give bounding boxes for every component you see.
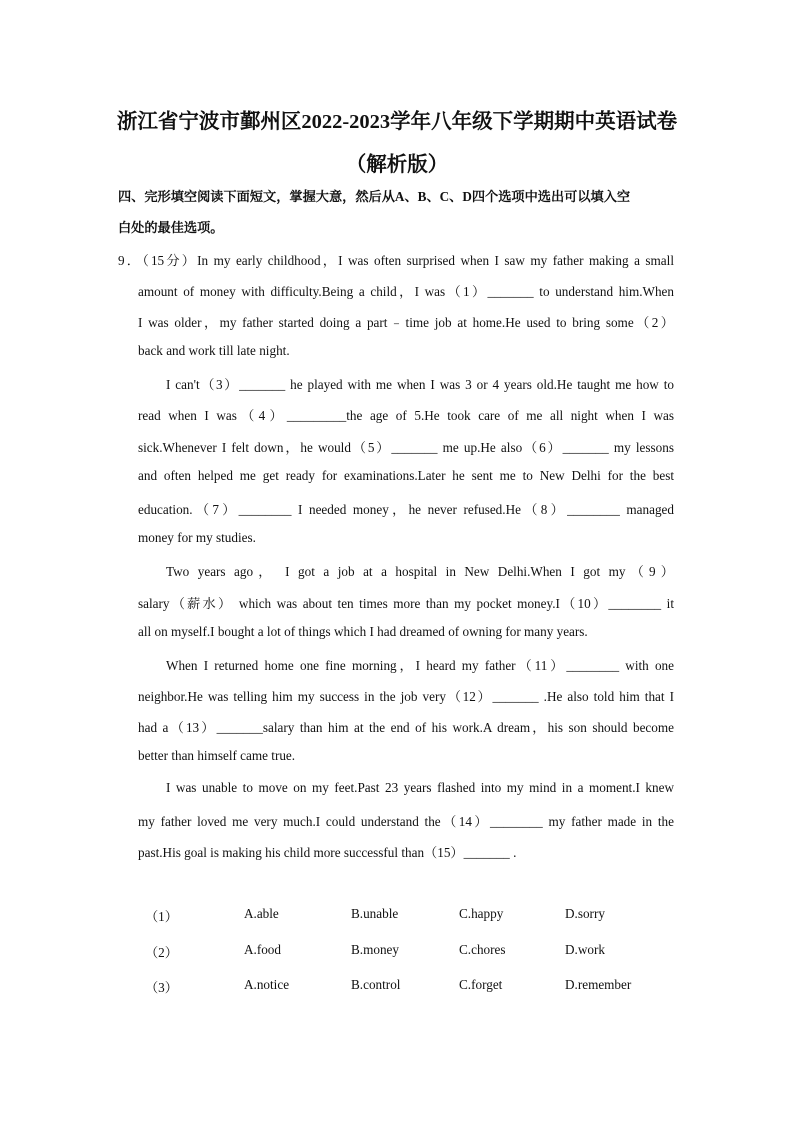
section-instruction: 四、完形填空阅读下面短文，掌握大意，然后从A、B、C、D四个选项中选出可以填入空	[118, 189, 631, 204]
section-instruction-cont: 白处的最佳选项。	[118, 220, 224, 235]
passage-line: neighbor.He was telling him my success in the job very（12）_______ .He also told him that I	[138, 689, 674, 704]
option-d[interactable]: D.work	[565, 942, 605, 957]
option-a[interactable]: A.notice	[244, 977, 290, 992]
option-d[interactable]: D.remember	[565, 977, 632, 992]
option-a[interactable]: A.able	[244, 906, 279, 921]
passage-line: sick.Whenever I felt down，he would（5）_______ me up.He also（6）_______ my lessons	[138, 440, 674, 455]
exam-subtitle: （解析版）	[345, 154, 449, 176]
passage-line: I can't（3）_______ he played with me when I was 3 or 4 years old.He taught me how to	[166, 377, 674, 392]
option-d[interactable]: D.sorry	[565, 906, 605, 921]
option-b[interactable]: B.control	[351, 977, 401, 992]
passage-line: better than himself came true.	[138, 748, 296, 763]
option-a[interactable]: A.food	[244, 942, 281, 957]
passage-line: my father loved me very much.I could understand the（14）________ my father made in the	[138, 814, 674, 829]
passage-line: When I returned home one fine morning，I heard my father（11）________ with one	[166, 658, 674, 673]
passage-line: back and work till late night.	[138, 343, 290, 358]
passage-line: I was older，my father started doing a part﹣time job at home.He used to bring some（2）	[138, 315, 674, 330]
question-number: （1）	[145, 909, 178, 924]
passage-line: 9．（15分）In my early childhood，I was often surprised when I saw my father making a small	[118, 253, 674, 268]
option-c[interactable]: C.chores	[459, 942, 506, 957]
passage-line: amount of money with difficulty.Being a child，I was（1）_______ to understand him.When	[138, 284, 674, 299]
passage-line: all on myself.I bought a lot of things which I had dreamed of owning for many years.	[138, 624, 588, 639]
passage-line: salary（薪水） which was about ten times more than my pocket money.I（10）________ it	[138, 596, 674, 611]
option-b[interactable]: B.unable	[351, 906, 399, 921]
option-row-2	[0, 942, 794, 960]
question-number: （2）	[145, 945, 178, 960]
passage-line: education.（7）________ I needed money，he never refused.He（8）________ managed	[138, 502, 674, 517]
exam-title: 浙江省宁波市鄞州区2022-2023学年八年级下学期期中英语试卷	[116, 111, 678, 133]
option-row-3	[0, 977, 794, 995]
passage-line: I was unable to move on my feet.Past 23 years flashed into my mind in a moment.I knew	[166, 780, 674, 795]
passage-line: money for my studies.	[138, 530, 256, 545]
passage-line: and often helped me get ready for examinations.Later he sent me to New Delhi for the best	[138, 468, 674, 483]
passage-line: Two years ago， I got a job at a hospital in New Delhi.When I got my（9）	[166, 564, 674, 579]
question-number: （3）	[145, 980, 178, 995]
option-c[interactable]: C.happy	[459, 906, 504, 921]
option-c[interactable]: C.forget	[459, 977, 503, 992]
option-b[interactable]: B.money	[351, 942, 399, 957]
passage-line: past.His goal is making his child more successful than（15）_______ .	[138, 845, 517, 860]
passage-line: had a（13）_______salary than him at the end of his work.A dream，his son should become	[138, 720, 674, 735]
passage-line: read when I was（4）_________the age of 5.He took care of me all night when I was	[138, 408, 674, 423]
option-row-1	[0, 906, 794, 924]
